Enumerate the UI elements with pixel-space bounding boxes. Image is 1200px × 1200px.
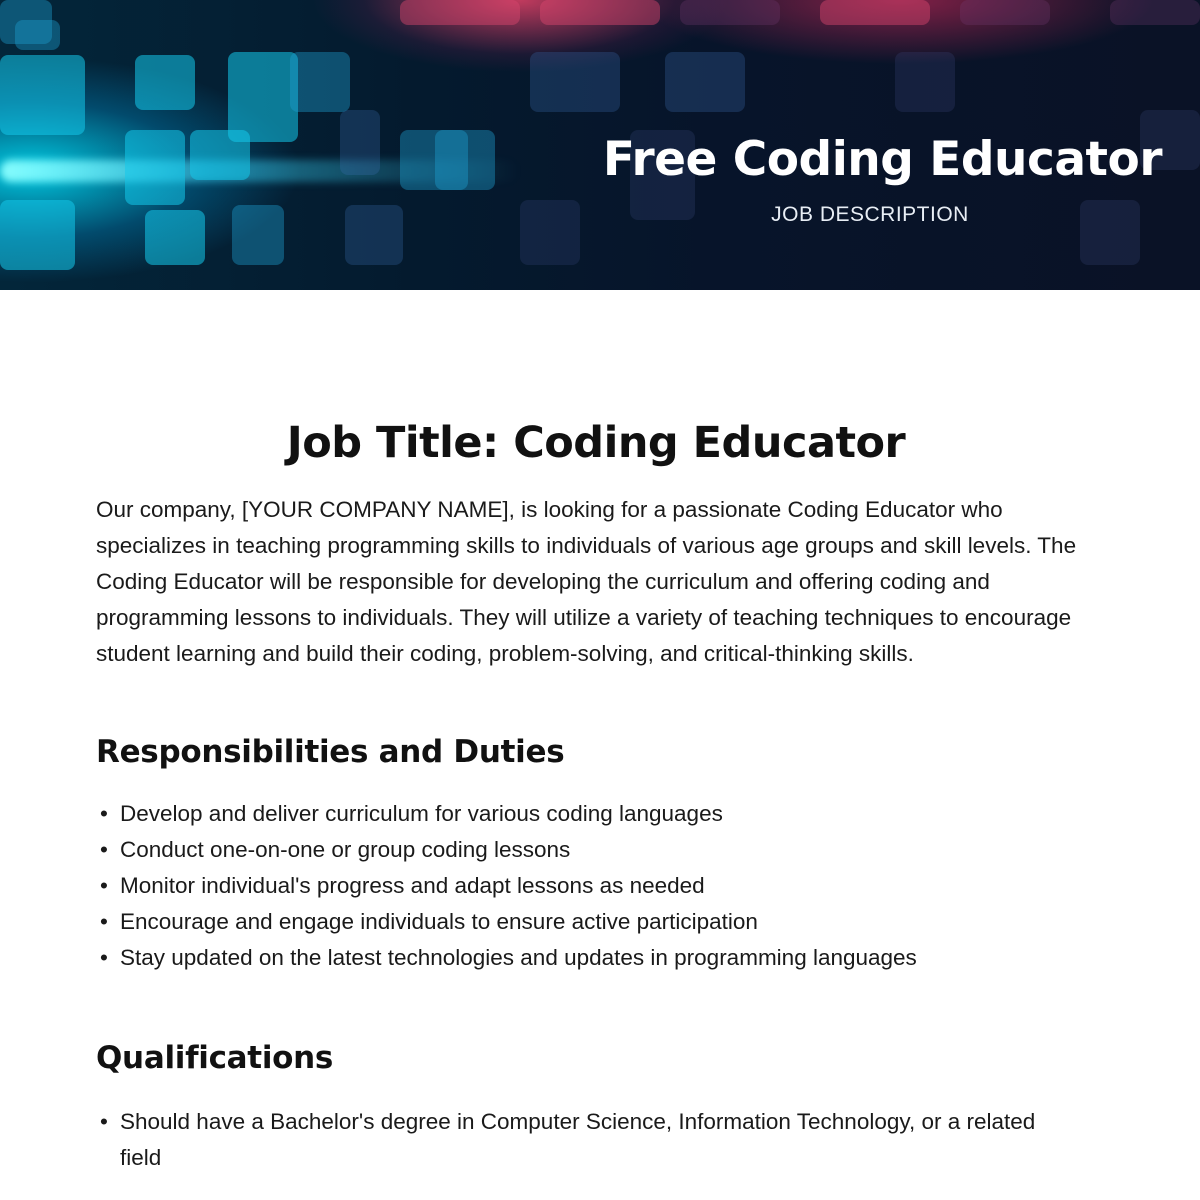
- banner-tile: [665, 52, 745, 112]
- banner-tile: [400, 0, 520, 25]
- list-item: • Monitor individual's progress and adapt lessons as needed: [96, 868, 1096, 904]
- banner-tile: [520, 200, 580, 265]
- job-title: Job Title: Coding Educator: [286, 418, 906, 468]
- header-banner: [0, 0, 1200, 290]
- banner-tile: [540, 0, 660, 25]
- banner-tile: [530, 52, 620, 112]
- banner-tile: [145, 210, 205, 265]
- qualifications-heading: Qualifications: [96, 1040, 334, 1076]
- banner-tile: [228, 52, 298, 142]
- banner-tile: [345, 205, 403, 265]
- intro-paragraph: Our company, [YOUR COMPANY NAME], is looking for a passionate Coding Educator who specializes in teaching programming skills to individuals of various age groups and skill levels. The Coding Educator will be responsible for developing the curriculum and offering coding and programming lessons to individuals. They will utilize a variety of teaching techniques to encourage student learning and build their coding, problem-solving, and critical-thinking skills.: [96, 497, 1077, 666]
- list-item: • Encourage and engage individuals to ensure active participation: [96, 904, 1096, 940]
- banner-tile: [135, 55, 195, 110]
- list-item: • Develop and deliver curriculum for various coding languages: [96, 796, 1096, 832]
- banner-title: Free Coding Educator: [602, 132, 1162, 187]
- banner-tile: [290, 52, 350, 112]
- list-item: • Conduct one-on-one or group coding lessons: [96, 832, 1096, 868]
- banner-tile: [960, 0, 1050, 25]
- banner-tile: [680, 0, 780, 25]
- banner-tile: [1110, 0, 1200, 25]
- qualifications-list: [96, 1104, 1056, 1176]
- banner-tile: [1080, 200, 1140, 265]
- responsibilities-heading: Responsibilities and Duties: [96, 734, 565, 770]
- banner-tile: [0, 55, 85, 135]
- banner-tile: [820, 0, 930, 25]
- banner-tile: [435, 130, 495, 190]
- banner-tile: [0, 200, 75, 270]
- banner-tile: [340, 110, 380, 175]
- banner-tile: [895, 52, 955, 112]
- responsibilities-list: [96, 796, 1096, 976]
- list-item: • Should have a Bachelor's degree in Computer Science, Information Technology, or a related field: [96, 1104, 1056, 1176]
- list-item: • Stay updated on the latest technologies and updates in programming languages: [96, 940, 1096, 976]
- document-body: [96, 418, 1096, 1176]
- banner-tile: [125, 130, 185, 205]
- banner-subtitle: JOB DESCRIPTION: [771, 203, 969, 226]
- banner-tile: [232, 205, 284, 265]
- banner-tile: [15, 20, 60, 50]
